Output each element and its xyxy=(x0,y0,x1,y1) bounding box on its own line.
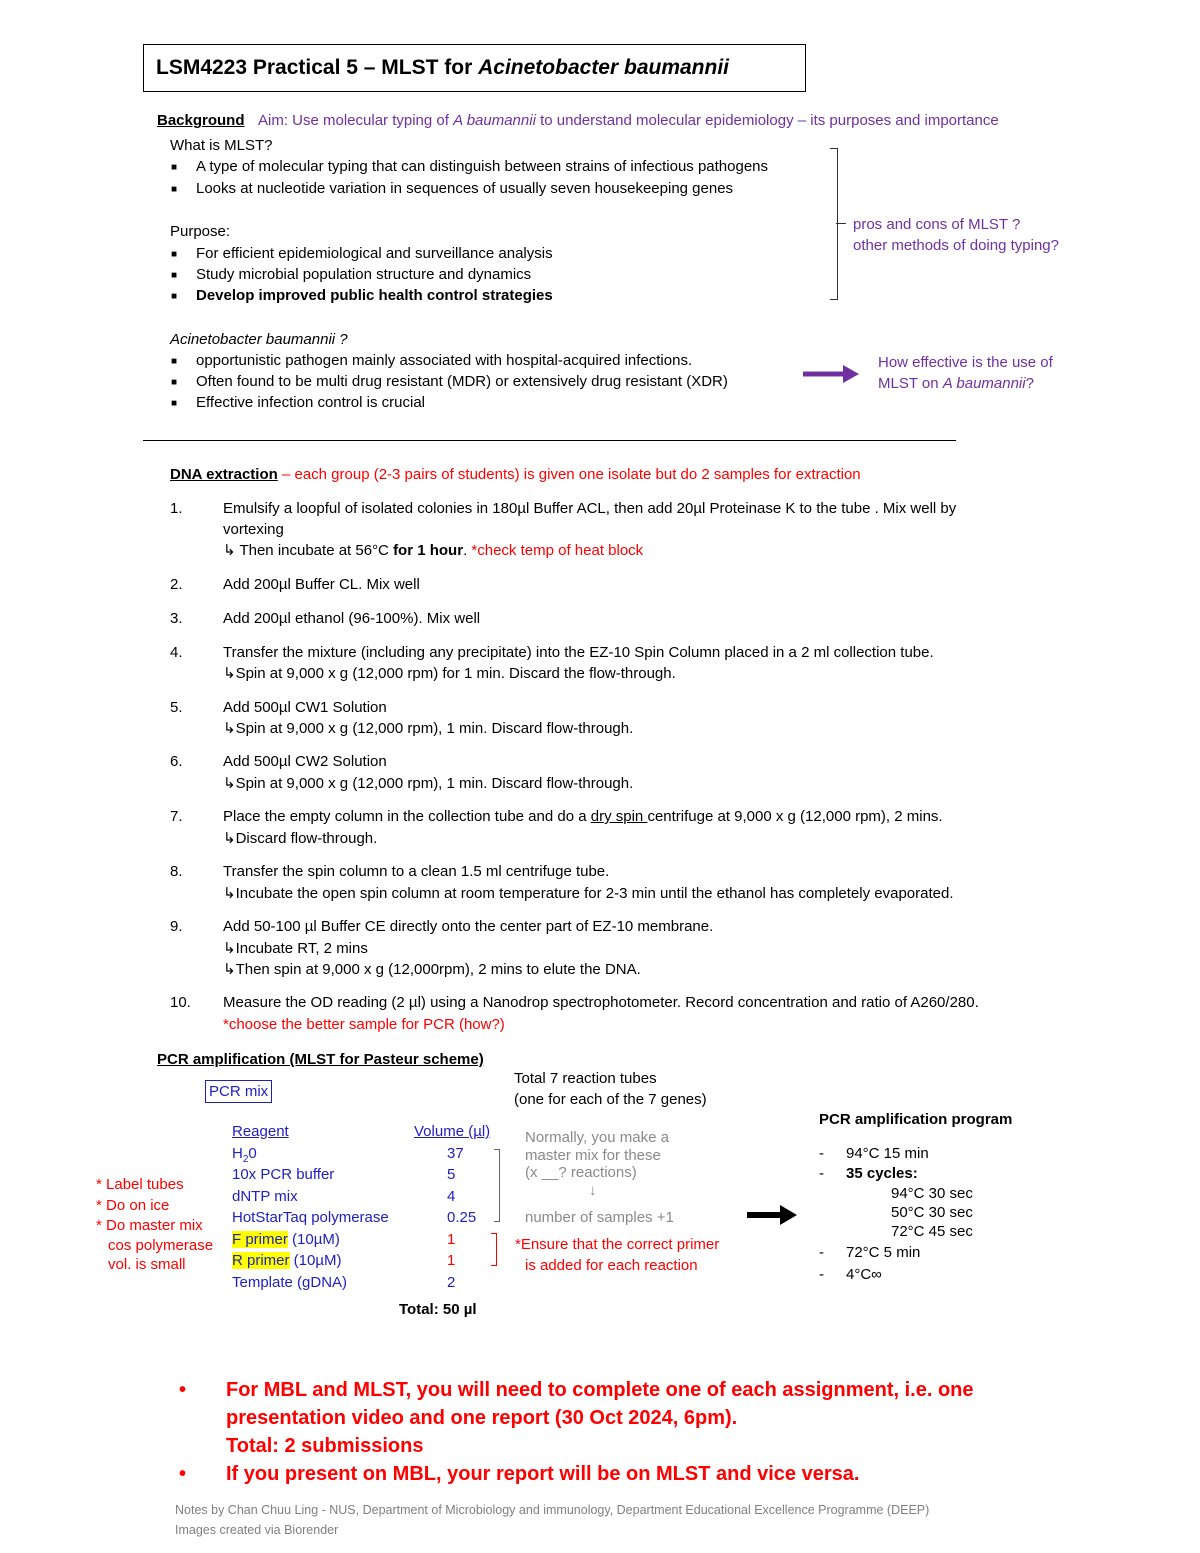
step-7-line-b: ↳Discard flow-through. xyxy=(223,830,378,847)
dna-heading: DNA extraction xyxy=(170,466,278,483)
reagent-tail: 0 xyxy=(248,1145,257,1162)
step-number: 3. xyxy=(170,610,183,627)
step-number: 6. xyxy=(170,753,183,770)
col-volume: Volume (µl) xyxy=(414,1123,491,1140)
master-note-2: master mix for these xyxy=(525,1147,661,1164)
volume-cell: 2 xyxy=(447,1274,456,1291)
step-7-a2: dry spin xyxy=(590,808,648,825)
bullet-icon: ■ xyxy=(171,291,178,302)
purpose-item-1: For efficient epidemiological and surveillance analysis xyxy=(196,245,553,262)
reagent-row xyxy=(232,1250,342,1271)
what-heading: What is MLST? xyxy=(170,137,273,154)
step-7-a3: centrifuge at 9,000 x g (12,000 rpm), 2 mins. xyxy=(647,808,943,825)
step-1-c2: for 1 hour xyxy=(393,542,464,559)
pcr-heading: PCR amplification (MLST for Pasteur scheme) xyxy=(157,1051,484,1068)
master-note-arrow: ↓ xyxy=(589,1182,597,1199)
tubes-note-1: Total 7 reaction tubes xyxy=(514,1070,657,1087)
ab-note-1: How effective is the use of xyxy=(878,354,1053,371)
program-step: 72°C 5 min xyxy=(846,1244,921,1261)
right-arrow-icon xyxy=(803,364,859,384)
ab-note-suffix: ? xyxy=(1025,375,1034,392)
step-2-line-a: Add 200µl Buffer CL. Mix well xyxy=(223,576,420,593)
title-organism: Acinetobacter baumannii xyxy=(478,56,730,79)
step-1-c3: . xyxy=(463,542,472,559)
step-7-a1: Place the empty column in the collection tube and do a xyxy=(223,808,591,825)
background-heading: Background xyxy=(157,112,245,129)
dna-heading-note: – each group (2-3 pairs of students) is given one isolate but do 2 samples for extraction xyxy=(277,466,861,483)
step-7-line-a xyxy=(223,806,943,827)
bracket-tick xyxy=(836,223,846,224)
side-note-2: other methods of doing typing? xyxy=(853,237,1059,254)
pcr-total: Total: 50 µl xyxy=(399,1301,477,1318)
volume-cell: 1 xyxy=(447,1252,456,1269)
left-note-5: vol. is small xyxy=(108,1256,186,1273)
what-item-2: Looks at nucleotide variation in sequences of usually seven housekeeping genes xyxy=(196,180,734,197)
program-step: 72°C 45 sec xyxy=(891,1223,973,1240)
step-4-line-a: Transfer the mixture (including any precipitate) into the EZ-10 Spin Column placed in a 2 ml collection tube. xyxy=(223,644,934,661)
left-note-1: * Label tubes xyxy=(96,1176,184,1193)
step-6-line-b: ↳Spin at 9,000 x g (12,000 rpm), 1 min. Discard flow-through. xyxy=(223,775,634,792)
dna-heading-line xyxy=(170,464,861,485)
assignment-line-4: If you present on MBL, your report will be on MLST and vice versa. xyxy=(226,1463,860,1485)
program-heading: PCR amplification program xyxy=(819,1111,1013,1128)
bullet-icon: ■ xyxy=(171,398,178,409)
col-reagent: Reagent xyxy=(232,1123,289,1140)
bullet-icon: ■ xyxy=(171,270,178,281)
purpose-heading: Purpose: xyxy=(170,223,231,240)
bracket-icon xyxy=(491,1233,497,1266)
primer-note-2: is added for each reaction xyxy=(525,1257,698,1274)
step-1-line-a: Emulsify a loopful of isolated colonies in 180µl Buffer ACL, then add 20µl Proteinase K to the tube . Mix well by xyxy=(223,500,957,517)
step-9-line-c: ↳Then spin at 9,000 x g (12,000rpm), 2 mins to elute the DNA. xyxy=(223,961,641,978)
ab-note-organism: A baumannii xyxy=(942,375,1026,392)
step-number: 5. xyxy=(170,699,183,716)
step-1-line-b: vortexing xyxy=(223,521,284,538)
ab-heading: Acinetobacter baumannii ? xyxy=(170,331,348,348)
f-primer-conc: (10µM) xyxy=(287,1231,340,1248)
ab-item-3: Effective infection control is crucial xyxy=(196,394,425,411)
step-4-line-b: ↳Spin at 9,000 x g (12,000 rpm) for 1 min. Discard the flow-through. xyxy=(223,665,676,682)
page-title xyxy=(143,44,806,92)
f-primer: F primer xyxy=(232,1231,288,1248)
step-1-line-c xyxy=(223,540,643,561)
reagent-row: Template (gDNA) xyxy=(232,1274,348,1291)
step-8-line-a: Transfer the spin column to a clean 1.5 ml centrifuge tube. xyxy=(223,863,610,880)
step-number: 9. xyxy=(170,918,183,935)
step-1-c1: ↳ Then incubate at 56°C xyxy=(223,542,394,559)
program-dash: - xyxy=(819,1165,824,1182)
program-step: 35 cycles: xyxy=(846,1165,918,1182)
program-step: 4°C∞ xyxy=(846,1266,882,1283)
ab-item-1: opportunistic pathogen mainly associated with hospital-acquired infections. xyxy=(196,352,693,369)
background-section xyxy=(157,110,245,131)
step-number: 4. xyxy=(170,644,183,661)
bracket-icon xyxy=(494,1149,500,1222)
step-6-line-a: Add 500µl CW2 Solution xyxy=(223,753,387,770)
step-9-line-b: ↳Incubate RT, 2 mins xyxy=(223,940,368,957)
step-10-line-b: *choose the better sample for PCR (how?) xyxy=(223,1016,505,1033)
purpose-item-2: Study microbial population structure and dynamics xyxy=(196,266,532,283)
reagent-sub: 2 xyxy=(242,1154,249,1165)
bullet-icon: ■ xyxy=(171,356,178,367)
volume-cell: 5 xyxy=(447,1166,456,1183)
pcr-mix-label: PCR mix xyxy=(205,1080,272,1103)
step-5-line-b: ↳Spin at 9,000 x g (12,000 rpm), 1 min. Discard flow-through. xyxy=(223,720,634,737)
volume-cell: 0.25 xyxy=(447,1209,477,1226)
step-5-line-a: Add 500µl CW1 Solution xyxy=(223,699,387,716)
program-dash: - xyxy=(819,1145,824,1162)
ab-note-prefix: MLST on xyxy=(878,375,943,392)
ab-note-2 xyxy=(878,373,1034,394)
bullet-icon: ■ xyxy=(171,249,178,260)
bullet-icon: ■ xyxy=(171,377,178,388)
program-dash: - xyxy=(819,1266,824,1283)
side-note-1: pros and cons of MLST ? xyxy=(853,216,1021,233)
volume-cell: 4 xyxy=(447,1188,456,1205)
step-10-line-a: Measure the OD reading (2 µl) using a Nanodrop spectrophotometer. Record concentration and ratio of A260/280. xyxy=(223,994,979,1011)
step-8-line-b: ↳Incubate the open spin column at room temperature for 2-3 min until the ethanol has completely evaporated. xyxy=(223,885,954,902)
title-prefix: LSM4223 Practical 5 – MLST for xyxy=(156,56,479,79)
aim-prefix: Aim: Use molecular typing of xyxy=(258,112,454,129)
aim-text xyxy=(258,110,999,131)
reagent-row: HotStarTaq polymerase xyxy=(232,1209,389,1226)
left-note-2: * Do on ice xyxy=(96,1197,170,1214)
reagent-row: 10x PCR buffer xyxy=(232,1166,335,1183)
section-divider xyxy=(143,440,956,441)
tubes-note-2: (one for each of the 7 genes) xyxy=(514,1091,707,1108)
master-note-1: Normally, you make a xyxy=(525,1129,669,1146)
assignment-line-3: Total: 2 submissions xyxy=(226,1435,424,1457)
step-9-line-a: Add 50-100 µl Buffer CE directly onto the center part of EZ-10 membrane. xyxy=(223,918,714,935)
r-primer: R primer xyxy=(232,1252,290,1269)
step-number: 2. xyxy=(170,576,183,593)
master-note-3: (x __? reactions) xyxy=(525,1164,637,1181)
primer-note-1: *Ensure that the correct primer xyxy=(515,1236,720,1253)
footer-images: Images created via Biorender xyxy=(175,1523,339,1537)
assignment-line-2: presentation video and one report (30 Oct 2024, 6pm). xyxy=(226,1407,738,1429)
what-item-1: A type of molecular typing that can distinguish between strains of infectious pathogens xyxy=(196,158,769,175)
step-number: 10. xyxy=(170,994,191,1011)
bullet-icon: ■ xyxy=(171,184,178,195)
program-dash: - xyxy=(819,1244,824,1261)
program-step: 50°C 30 sec xyxy=(891,1204,973,1221)
footer-credit: Notes by Chan Chuu Ling - NUS, Department of Microbiology and immunology, Department Educational Excellence Programme (DEEP) xyxy=(175,1503,930,1517)
master-note-4: number of samples +1 xyxy=(525,1209,674,1226)
program-step: 94°C 15 min xyxy=(846,1145,929,1162)
bullet-icon: • xyxy=(179,1379,187,1401)
volume-cell: 1 xyxy=(447,1231,456,1248)
bracket-icon xyxy=(830,148,838,300)
step-1-c4: *check temp of heat block xyxy=(471,542,644,559)
step-number: 7. xyxy=(170,808,183,825)
aim-suffix: to understand molecular epidemiology – its purposes and importance xyxy=(535,112,999,129)
ab-item-2: Often found to be multi drug resistant (MDR) or extensively drug resistant (XDR) xyxy=(196,373,728,390)
reagent-row xyxy=(232,1229,340,1250)
left-note-4: cos polymerase xyxy=(108,1237,214,1254)
purpose-item-3: Develop improved public health control strategies xyxy=(196,287,553,304)
step-3-line-a: Add 200µl ethanol (96-100%). Mix well xyxy=(223,610,481,627)
assignment-line-1: For MBL and MLST, you will need to complete one of each assignment, i.e. one xyxy=(226,1379,974,1401)
reagent-h: H xyxy=(232,1145,243,1162)
program-step: 94°C 30 sec xyxy=(891,1185,973,1202)
aim-organism: A baumannii xyxy=(453,112,536,129)
volume-cell: 37 xyxy=(447,1145,464,1162)
bullet-icon: ■ xyxy=(171,162,178,173)
right-arrow-icon xyxy=(747,1205,797,1225)
reagent-row: dNTP mix xyxy=(232,1188,298,1205)
step-number: 8. xyxy=(170,863,183,880)
r-primer-conc: (10µM) xyxy=(289,1252,342,1269)
step-number: 1. xyxy=(170,500,183,517)
bullet-icon: • xyxy=(179,1463,187,1485)
left-note-3: * Do master mix xyxy=(96,1217,203,1234)
